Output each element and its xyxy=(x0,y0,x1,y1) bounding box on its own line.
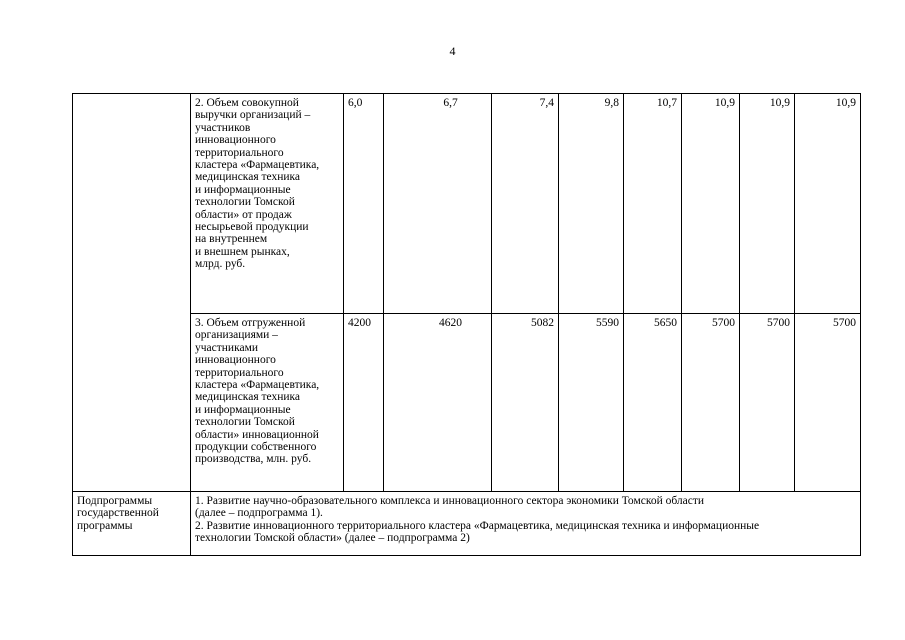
table-row xyxy=(73,314,861,492)
indicator-name-cell: 2. Объем совокупной выручки организаций – участников инновационного территориального кластера «Фармацевтика, медицинская техника и информационные технологии Томской области» от продаж несырьевой продукции на внутреннем и внешнем рынках, млрд. руб. xyxy=(191,94,344,314)
page-number: 4 xyxy=(449,44,456,58)
value-cell: 4200 xyxy=(344,314,384,492)
value-cell: 5590 xyxy=(559,314,624,492)
value-cell: 5700 xyxy=(740,314,795,492)
value-cell: 6,7 xyxy=(384,94,492,314)
value-cell: 7,4 xyxy=(492,94,559,314)
value-cell: 6,0 xyxy=(344,94,384,314)
value-cell: 4620 xyxy=(384,314,492,492)
indicator-name-cell: 3. Объем отгруженной организациями – участниками инновационного территориального кластера «Фармацевтика, медицинская техника и информационные технологии Томской области» инновационной продукции собственного производства, млн. руб. xyxy=(191,314,344,492)
program-passport-table xyxy=(72,93,861,556)
value-cell: 5650 xyxy=(624,314,682,492)
value-cell: 9,8 xyxy=(559,94,624,314)
table-row xyxy=(73,492,861,556)
empty-label-cell xyxy=(73,94,191,492)
value-cell: 10,7 xyxy=(624,94,682,314)
value-cell: 5700 xyxy=(682,314,740,492)
subprograms-label-cell: Подпрограммы государственной программы xyxy=(73,492,191,556)
subprograms-content-cell: 1. Развитие научно-образовательного комплекса и инновационного сектора экономики Томской области (далее – подпрограмма 1). 2. Развитие инновационного территориального кластера «Фармацевтика, медицинская техника и информационные технологии Томской области» (далее – подпрограмма 2) xyxy=(191,492,861,556)
table-row xyxy=(73,94,861,314)
value-cell: 5082 xyxy=(492,314,559,492)
value-cell: 10,9 xyxy=(682,94,740,314)
value-cell: 10,9 xyxy=(740,94,795,314)
value-cell: 5700 xyxy=(795,314,861,492)
value-cell: 10,9 xyxy=(795,94,861,314)
